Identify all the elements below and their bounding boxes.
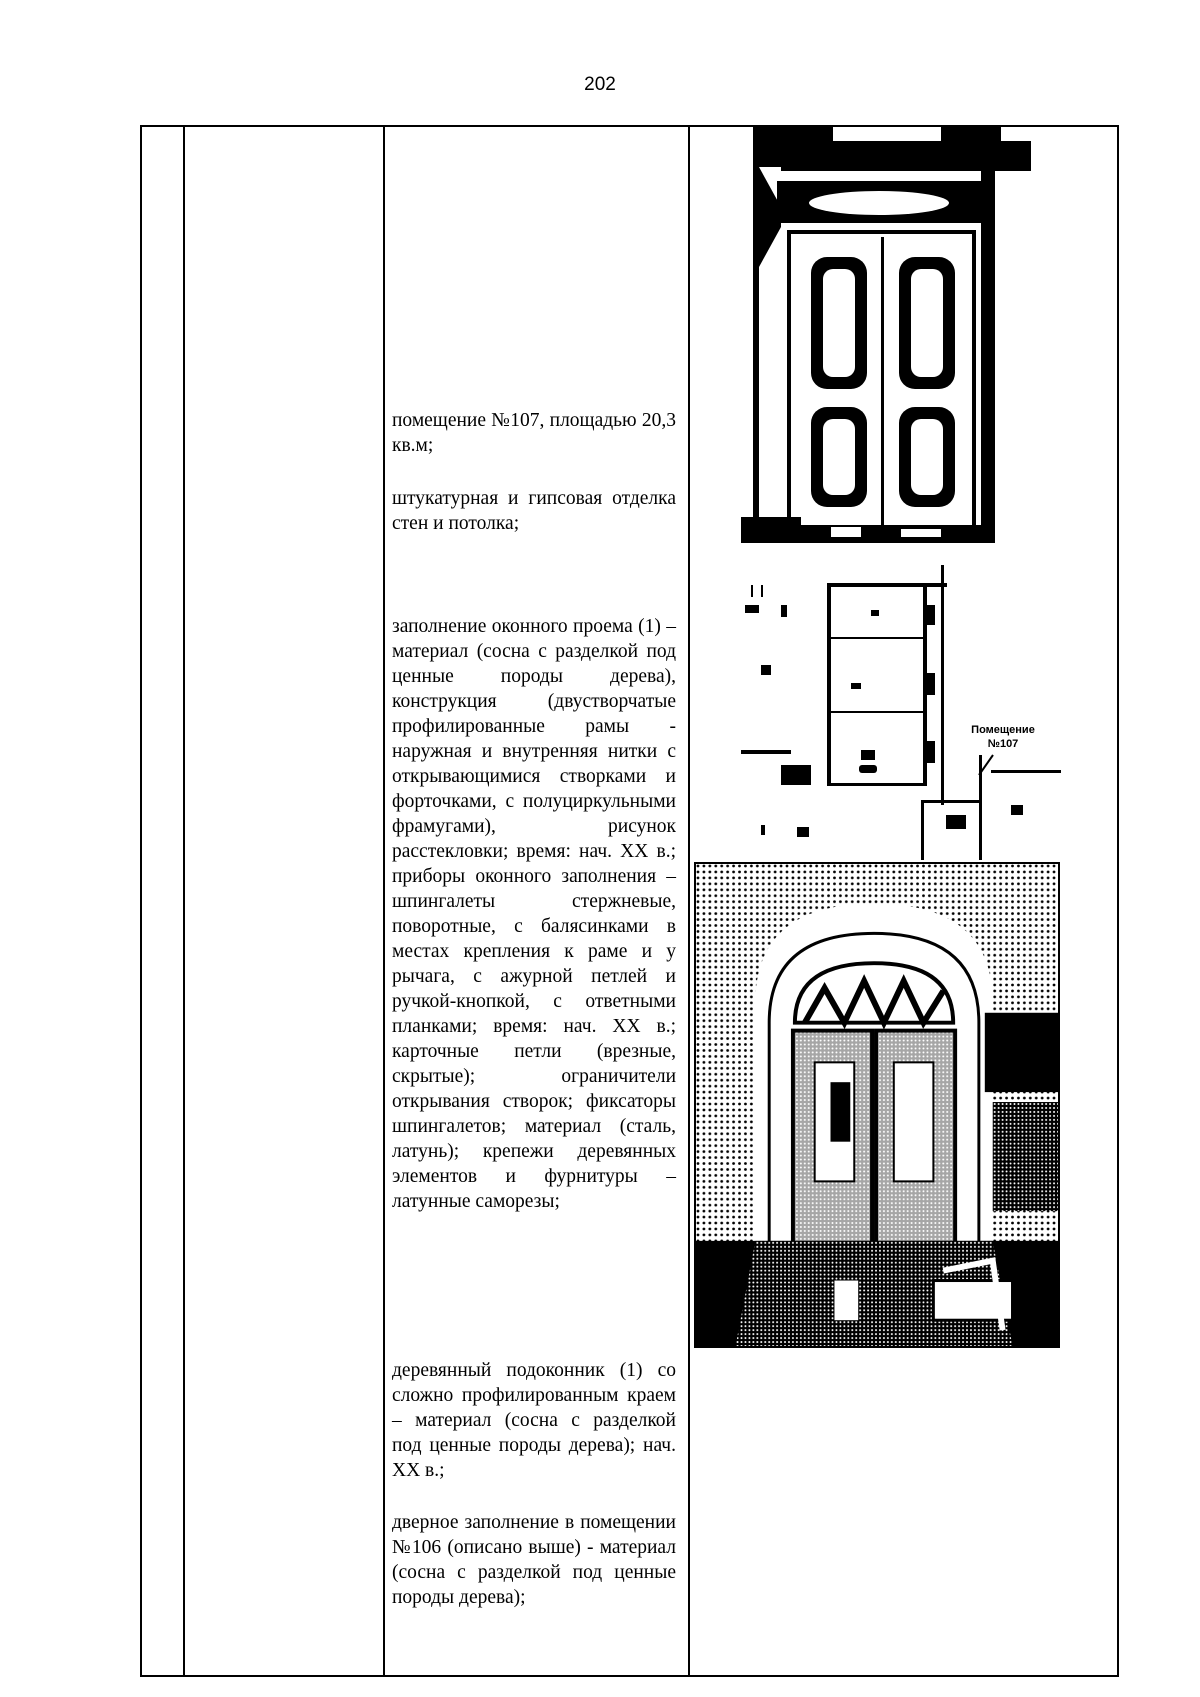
column-divider-1 [183, 127, 185, 1675]
paragraph-room: помещение №107, площадью 20,3 кв.м; [392, 410, 676, 456]
plan-room-label-1: Помещение [971, 724, 1035, 736]
floor-plan [741, 565, 1061, 861]
paragraph-windowsill: деревянный подоконник (1) со сложно профилированным краем – материал (сосна с разделкой под ценные породы дерева); нач. XX в.; [392, 1360, 676, 1481]
paragraph-door: дверное заполнение в помещении №106 (описано выше) - материал (сосна с разделкой под ценные породы дерева); [392, 1512, 676, 1608]
window-photo [694, 862, 1060, 1348]
page-number: 202 [584, 74, 616, 95]
window-photo-image [696, 864, 1058, 1346]
floor-plan-image [741, 565, 1061, 861]
column-divider-3 [688, 127, 690, 1675]
column-divider-2 [383, 127, 385, 1675]
paragraph-window: заполнение оконного проема (1) – материал (сосна с разделкой под ценные породы дерева), конструкция (двустворчатые профилированные рамы - наружная и внутренняя нитки с открывающимися створками и форточками, с полуциркульными фрамугами), рисунок расстекловки; время: нач. XX в.; приборы оконного заполнения – шпингалеты стержневые, поворотные, с балясинками в местах крепления к раме и у рычага, с ажурной петлей и ручкой-кнопкой, с ответными планками; время: нач. XX в.; карточные петли (врезные, скрытые); ограничители открывания створок; фиксаторы шпингалетов; материал (сталь, латунь); крепежи деревянных элементов и фурнитуры – латунные саморезы; [392, 616, 676, 1212]
plan-room-label-2: №107 [987, 738, 1019, 750]
paragraph-finish: штукатурная и гипсовая отделка стен и потолка; [392, 488, 676, 534]
door-photo [741, 127, 1057, 543]
door-photo-image [741, 127, 1057, 543]
